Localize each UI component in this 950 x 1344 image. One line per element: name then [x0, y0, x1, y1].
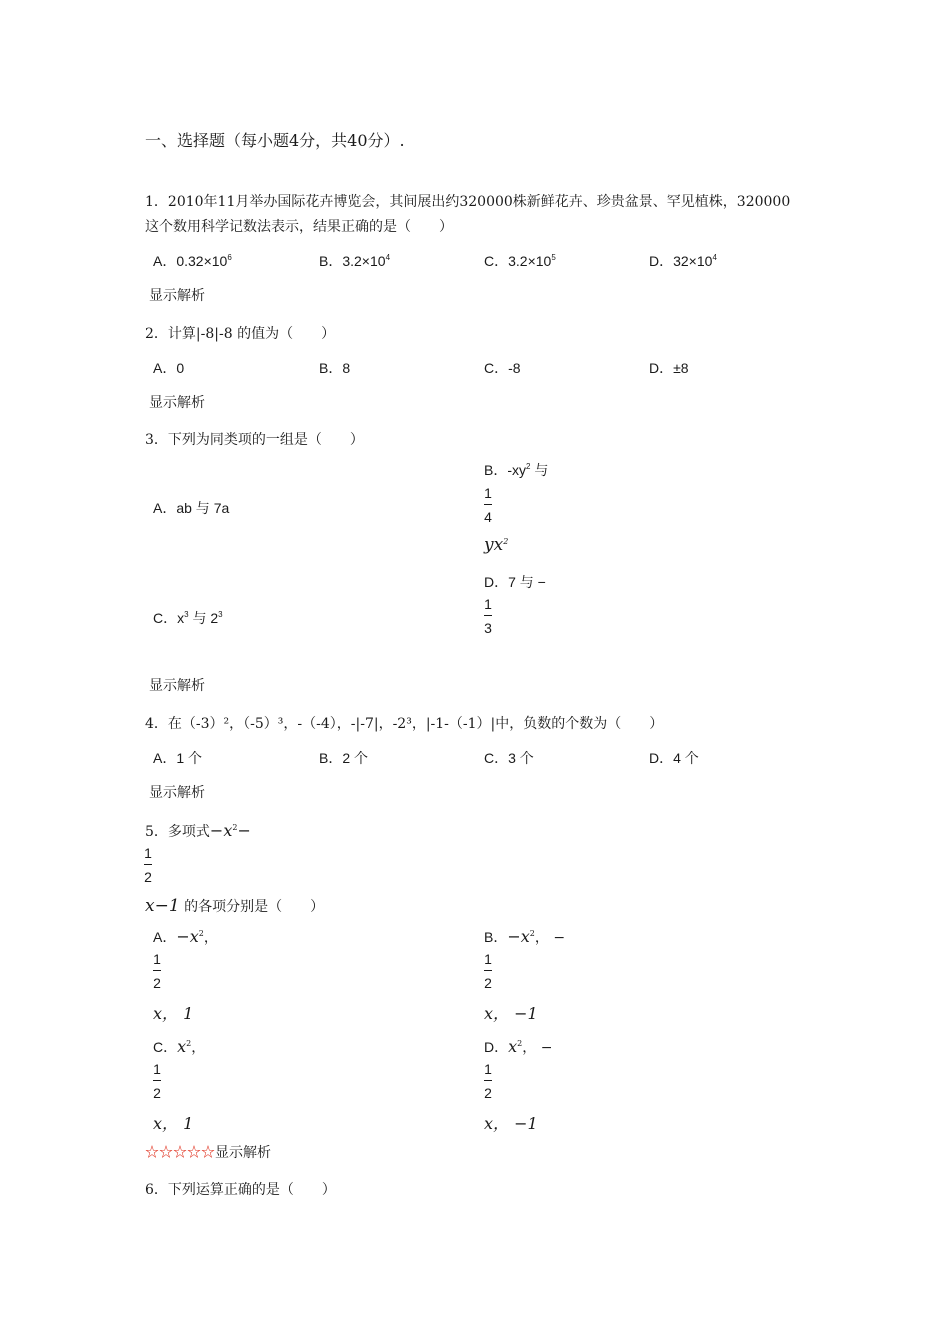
q1-option-d[interactable]: D．$32\times 10^4$ [649, 253, 717, 269]
q3-option-a[interactable]: A．ab 与 7a [153, 500, 230, 516]
q1-option-c[interactable]: C．$3.2\times 10^5$ [484, 253, 556, 269]
section-title: 一、选择题（每小题4分，共40分）. [145, 131, 405, 150]
q4-option-c[interactable]: C．3 个 [484, 750, 534, 766]
q1-option-a[interactable]: A．$0.32\times 10^6$ [153, 253, 232, 269]
rating-stars[interactable]: ☆☆☆☆☆ [145, 1145, 215, 1161]
q3-stem: 3．下列为同类项的一组是（ ） [145, 432, 364, 448]
q1-show-analysis-link[interactable]: 显示解析 [149, 288, 205, 304]
q2-option-d[interactable]: D．±8 [649, 360, 689, 376]
q5-stem-fraction: 1 2 [144, 845, 152, 885]
q1-option-b[interactable]: B．$3.2\times 10^4$ [319, 253, 391, 269]
q5-analysis-row [145, 1142, 271, 1162]
q5-option-c-tail: x， 1 [153, 1114, 194, 1133]
q3-option-b-fraction: 1 4 [484, 485, 492, 525]
q2-option-c[interactable]: C．-8 [484, 360, 521, 376]
q4-stem: 4．在（-3）²，（-5）³，-（-4），-|-7|，-2³，|-1-（-1）|中，负数的个数为（ ） [145, 716, 664, 732]
q4-option-d[interactable]: D．4 个 [649, 750, 699, 766]
q2-show-analysis-link[interactable]: 显示解析 [149, 395, 205, 411]
q1-stem-line2: 这个数用科学记数法表示，结果正确的是（ ） [145, 219, 453, 235]
q5-stem-tail: x−1 的各项分别是（ ） [145, 896, 325, 916]
q5-option-a-head: A．$-x^2$， [153, 927, 218, 946]
q3-show-analysis-link[interactable]: 显示解析 [149, 678, 205, 694]
q3-option-d-fraction: 1 3 [484, 596, 492, 636]
q5-option-a-tail: x， 1 [153, 1004, 194, 1023]
q6-stem: 6．下列运算正确的是（ ） [145, 1182, 336, 1198]
q2-option-b[interactable]: B．8 [319, 360, 351, 376]
q4-option-a[interactable]: A．1 个 [153, 750, 203, 766]
q3-option-d-label: D．7 与 − [484, 574, 546, 590]
q5-stem-head: 5．多项式$-x^2-$ [145, 821, 251, 840]
q5-option-a-fraction: 1 2 [153, 951, 161, 991]
q1-stem-line1: 1．2010年11月举办国际花卉博览会，其间展出约320000株新鲜花卉、珍贵盆景、罕见植株，320000 [145, 194, 791, 210]
q5-option-c-head: C．$x^2$， [153, 1037, 206, 1056]
q3-option-c[interactable]: C．$x^3$ 与 $2^3$ [153, 610, 223, 626]
q5-option-d-head: D．$x^2$， − [484, 1037, 553, 1056]
q4-option-b[interactable]: B．2 个 [319, 750, 369, 766]
q5-show-analysis-link[interactable]: 显示解析 [215, 1145, 271, 1161]
q5-option-c-fraction: 1 2 [153, 1061, 161, 1101]
q5-option-b-head: B．$-x^2$， − [484, 927, 566, 946]
q5-option-b-fraction: 1 2 [484, 951, 492, 991]
q4-show-analysis-link[interactable]: 显示解析 [149, 785, 205, 801]
q2-option-a[interactable]: A．0 [153, 360, 185, 376]
q5-option-d-tail: x， −1 [484, 1114, 538, 1133]
q2-stem: 2．计算|-8|-8 的值为（ ） [145, 326, 336, 342]
q3-option-b-label: B．$-xy^2$ 与 [484, 462, 549, 478]
q3-option-b-variable: $yx^2$ [484, 535, 509, 555]
q5-option-b-tail: x， −1 [484, 1004, 538, 1023]
q5-option-d-fraction: 1 2 [484, 1061, 492, 1101]
